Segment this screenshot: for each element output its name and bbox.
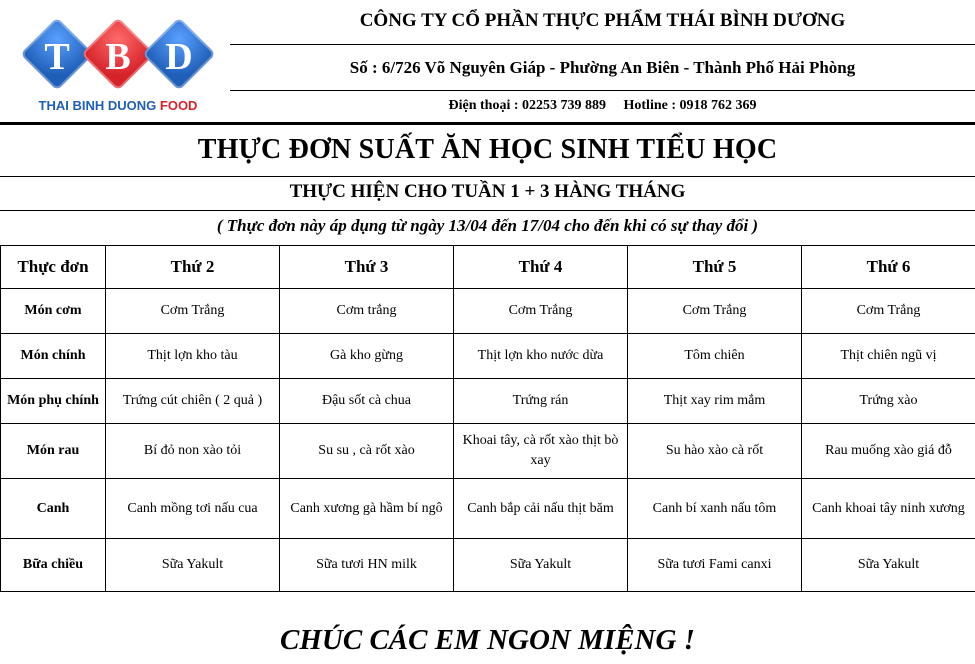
title-divider-1 <box>0 176 975 177</box>
logo-wordmark-accent: FOOD <box>159 98 198 113</box>
column-header-thursday: Thứ 5 <box>628 246 802 289</box>
table-cell: Bí đỏ non xào tỏi <box>106 424 280 479</box>
table-cell: Cơm Trắng <box>628 289 802 334</box>
table-cell: Canh xương gà hầm bí ngô <box>280 479 454 539</box>
menu-title: THỰC ĐƠN SUẤT ĂN HỌC SINH TIỂU HỌC <box>197 134 778 165</box>
table-cell: Tôm chiên <box>628 334 802 379</box>
table-cell: Canh khoai tây ninh xương <box>802 479 975 539</box>
row-label: Bữa chiều <box>1 539 106 592</box>
table-cell: Gà kho gừng <box>280 334 454 379</box>
header-divider-2 <box>230 90 975 91</box>
company-logo <box>20 20 216 113</box>
letterhead <box>0 0 975 124</box>
table-cell: Sữa tươi HN milk <box>280 539 454 592</box>
table-cell: Đậu sốt cà chua <box>280 379 454 424</box>
table-row <box>1 424 975 479</box>
table-cell: Cơm Trắng <box>802 289 975 334</box>
menu-note: ( Thực đơn này áp dụng từ ngày 13/04 đến 17/04 cho đến khi có sự thay đổi ) <box>216 216 759 235</box>
row-label: Món phụ chính <box>1 379 106 424</box>
table-row <box>1 479 975 539</box>
table-cell: Thịt lợn kho tàu <box>106 334 280 379</box>
table-cell: Canh bắp cải nấu thịt băm <box>454 479 628 539</box>
table-cell: Sữa Yakult <box>802 539 975 592</box>
table-cell: Thịt lợn kho nước dừa <box>454 334 628 379</box>
logo-wordmark <box>20 98 216 113</box>
row-label: Món chính <box>1 334 106 379</box>
row-label: Món rau <box>1 424 106 479</box>
table-row <box>1 379 975 424</box>
logo-letter-t: T <box>44 36 70 78</box>
row-label: Canh <box>1 479 106 539</box>
table-cell: Thịt xay rim mắm <box>628 379 802 424</box>
header-divider-1 <box>230 44 975 45</box>
row-label: Món cơm <box>1 289 106 334</box>
table-cell: Trứng cút chiên ( 2 quả ) <box>106 379 280 424</box>
table-cell: Rau muống xào giá đỗ <box>802 424 975 479</box>
column-header-menu: Thực đơn <box>1 246 106 289</box>
table-cell: Su hào xào cà rốt <box>628 424 802 479</box>
logo-wordmark-main: THAI BINH DUONG <box>38 98 157 113</box>
column-header-tuesday: Thứ 3 <box>280 246 454 289</box>
logo-letter-d: D <box>165 36 193 78</box>
title-block <box>0 124 975 244</box>
table-header-row <box>1 246 975 289</box>
table-cell: Thịt chiên ngũ vị <box>802 334 975 379</box>
table-cell: Trứng xào <box>802 379 975 424</box>
table-cell: Canh bí xanh nấu tôm <box>628 479 802 539</box>
column-header-wednesday: Thứ 4 <box>454 246 628 289</box>
menu-subtitle: THỰC HIỆN CHO TUẦN 1 + 3 HÀNG THÁNG <box>289 181 686 202</box>
logo-letter-b: B <box>105 36 131 78</box>
company-contact: Điện thoại : 02253 739 889 Hotline : 0918 762 369 <box>448 98 757 113</box>
table-cell: Sữa tươi Fami canxi <box>628 539 802 592</box>
table-cell: Cơm trắng <box>280 289 454 334</box>
closing-message: CHÚC CÁC EM NGON MIỆNG ! <box>280 624 695 656</box>
table-cell: Sữa Yakult <box>106 539 280 592</box>
table-cell: Khoai tây, cà rốt xào thịt bò xay <box>454 424 628 479</box>
company-name: CÔNG TY CỔ PHẦN THỰC PHẨM THÁI BÌNH DƯƠNG <box>359 10 846 31</box>
company-address: Số : 6/726 Võ Nguyên Giáp - Phường An Biên - Thành Phố Hải Phòng <box>349 58 856 77</box>
table-cell: Sữa Yakult <box>454 539 628 592</box>
column-header-friday: Thứ 6 <box>802 246 975 289</box>
table-cell: Canh mồng tơi nấu cua <box>106 479 280 539</box>
table-cell: Trứng rán <box>454 379 628 424</box>
table-cell: Cơm Trắng <box>454 289 628 334</box>
column-header-monday: Thứ 2 <box>106 246 280 289</box>
table-row <box>1 289 975 334</box>
table-cell: Cơm Trắng <box>106 289 280 334</box>
table-row <box>1 334 975 379</box>
table-row <box>1 539 975 592</box>
table-cell: Su su , cà rốt xào <box>280 424 454 479</box>
title-divider-2 <box>0 210 975 211</box>
menu-table <box>0 245 975 592</box>
